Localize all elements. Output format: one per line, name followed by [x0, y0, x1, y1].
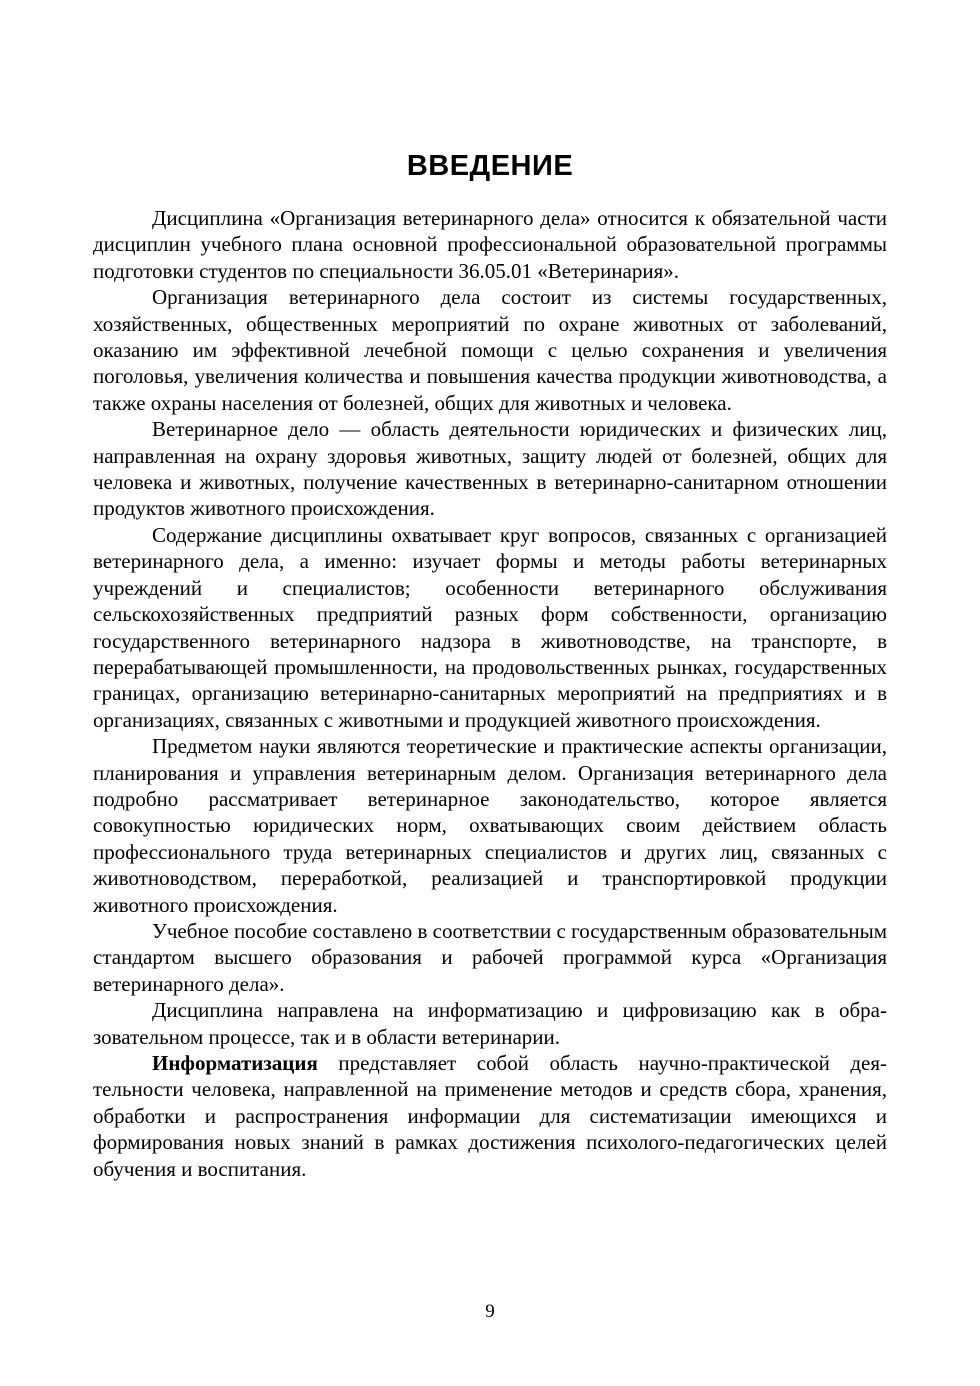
page-number: 9	[485, 1301, 495, 1322]
paragraph-textbook-standard: Учебное пособие составлено в соответствии с государственным образовательным стандартом высшего образования и рабочей программой курса «Организация ветеринарного дела».	[93, 918, 887, 996]
informatization-definition: представляет собой область научно-практической деятельности человека, направленной на применение методов и средств сбора, хранения, обработки и распространения информации для систематизации имеющихся и формирования новых знаний в рамках достижения психолого-педагогических целей обучения и воспитания.	[93, 1051, 887, 1181]
paragraph-digitalization: Дисциплина направлена на информатизацию и цифровизацию как в образовательном процессе, так и в области ветеринарии.	[93, 998, 887, 1049]
page-title: ВВЕДЕНИЕ	[406, 150, 574, 182]
paragraph-veterinary-business: Ветеринарное дело — область деятельности юридических и физических лиц, направленная на охрану здоровья животных, защиту людей от болезней, общих для человека и животных, получение качественных в ветеринарно-санитарном отношении продуктов животного происхождения.	[93, 417, 887, 521]
paragraph-discipline-content: Содержание дисциплины охватывает круг вопросов, связанных с организацией ветеринарного дела, а именно: изучает формы и методы работы ветеринарных учреждений и специалистов; особенности ветеринарного обслуживания сельскохозяйственных предприятий разных форм собственности, организацию государственного ветеринарного надзора в животноводстве, на транспорте, в перерабатывающей промышленности, на продовольственных рынках, государственных границах, организацию ветеринарно-санитарных мероприятий на предприятиях и в организациях, связанных с животными и продукцией животного происхождения.	[93, 522, 887, 732]
informatization-term: Информатизация	[152, 1051, 318, 1075]
paragraph-discipline-intro: Дисциплина «Организация ветеринарного дела» относится к обязательной части дисциплин учебного плана основной профессиональной образовательной программы подготовки студентов по специальности 36.05.01 «Ветеринария».	[93, 206, 887, 283]
paragraph-science-subject: Предметом науки являются теоретические и практические аспекты организации, планирования и управления ветеринарным делом. Организация ветеринарного дела подробно рассматривает ветеринарное законодательство, которое является совокупностью юридических норм, охватывающих своим действием область профессионального труда ветеринарных специалистов и других лиц, связанных с животноводством, переработкой, реализацией и транспортировкой продукции животного происхождения.	[93, 734, 887, 917]
paragraph-informatization	[93, 1050, 887, 1182]
paragraph-organization-definition: Организация ветеринарного дела состоит из системы государственных, хозяйственных, общественных мероприятий по охране животных от заболеваний, оказанию им эффективной лечебной помощи с целью сохранения и увеличения поголовья, увеличения количества и повышения качества продукции животноводства, а также охраны населения от болезней, общих для животных и человека.	[93, 285, 887, 415]
body-text	[93, 205, 887, 1182]
